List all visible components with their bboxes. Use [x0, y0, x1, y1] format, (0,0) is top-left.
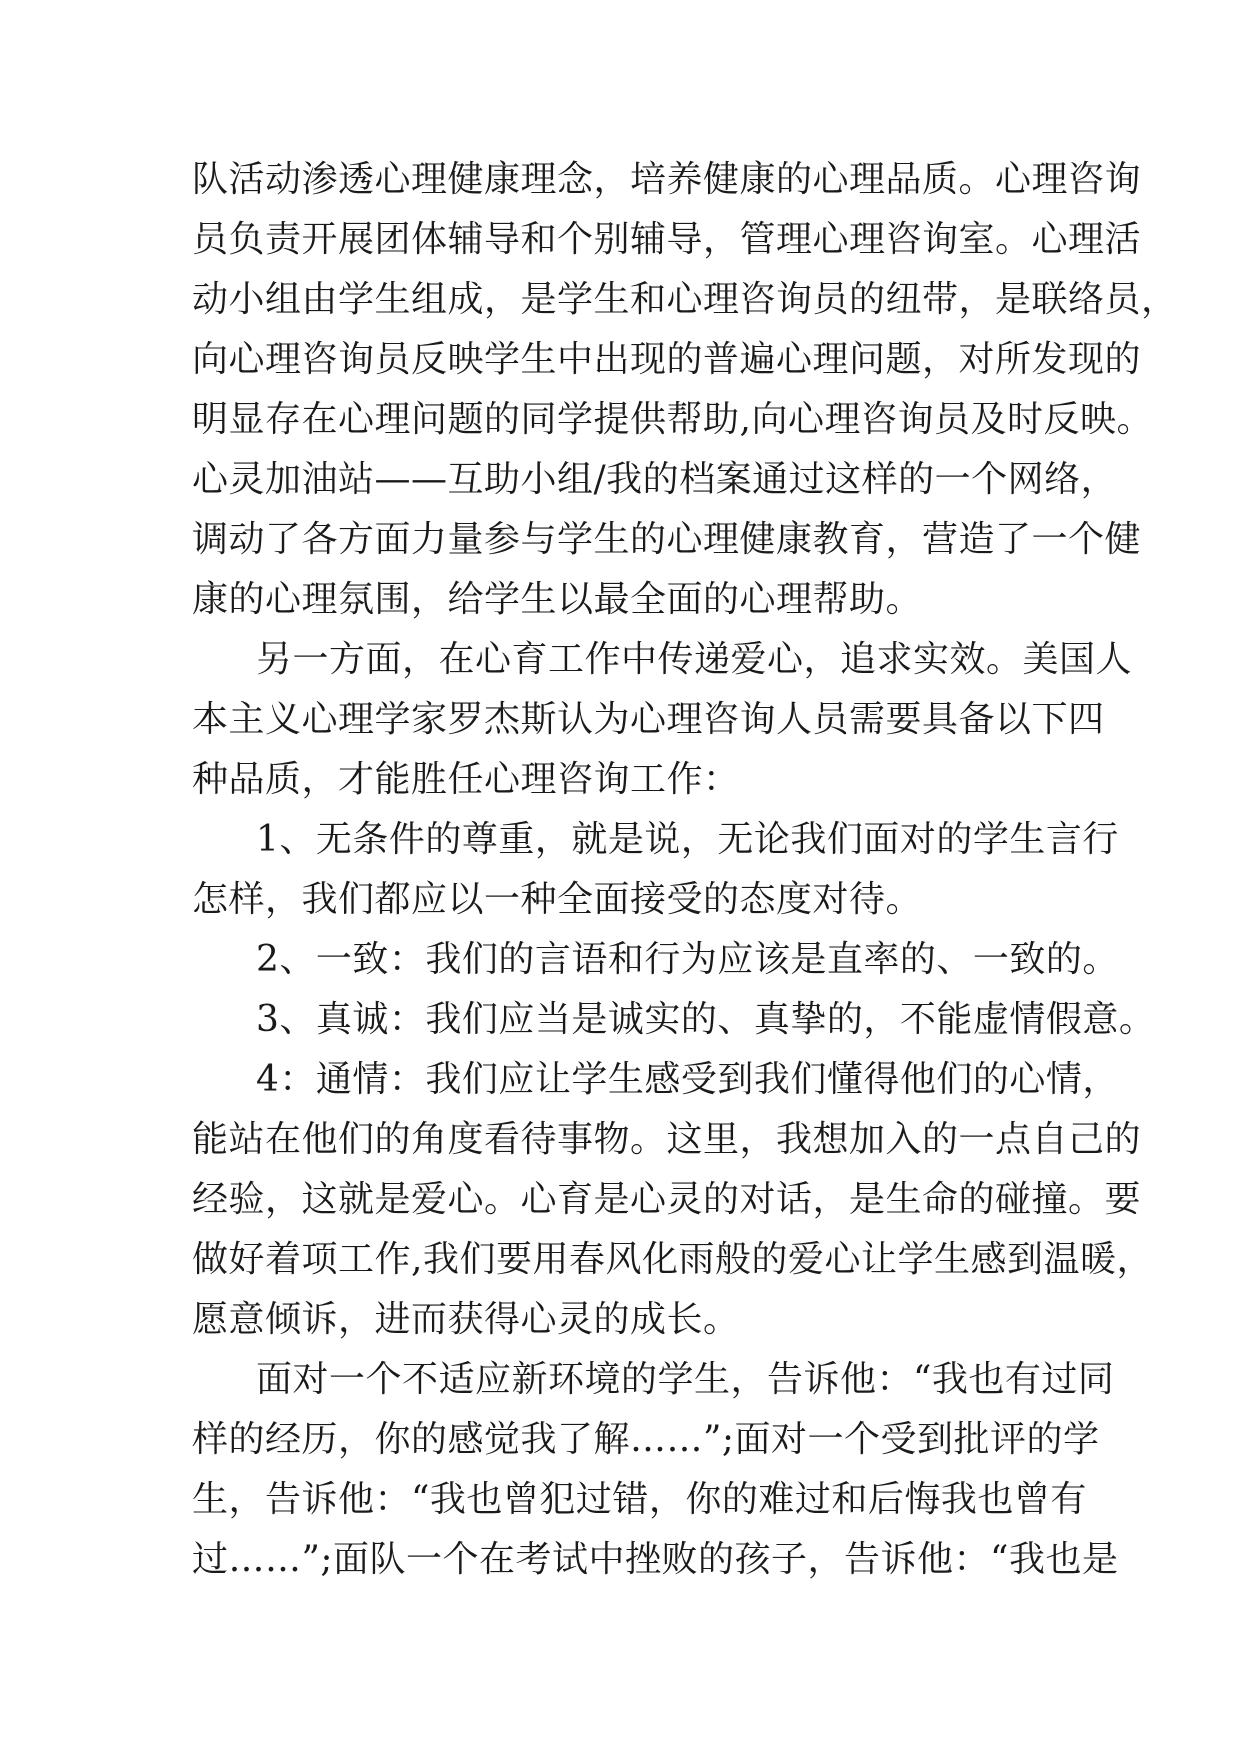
text-line: 做好着项工作,我们要用春风化雨般的爱心让学生感到温暖，	[192, 1239, 1153, 1280]
text-line: 样的经历，你的感觉我了解……”;面对一个受到批评的学	[192, 1419, 1100, 1460]
text-line: 种品质，才能胜任心理咨询工作：	[192, 759, 740, 800]
list-item-line: 4：通情：我们应让学生感受到我们懂得他们的心情，	[256, 1059, 1119, 1100]
text-line: 动小组由学生组成，是学生和心理咨询员的纽带，是联络员，	[192, 279, 1178, 320]
text-line: 本主义心理学家罗杰斯认为心理咨询人员需要具备以下四	[192, 699, 1105, 740]
text-line: 员负责开展团体辅导和个别辅导，管理心理咨询室。心理活	[192, 219, 1142, 260]
list-item-line: 1、无条件的尊重，就是说，无论我们面对的学生言行	[256, 819, 1119, 860]
text-line: 生，告诉他：“我也曾犯过错，你的难过和后悔我也曾有	[192, 1479, 1087, 1520]
text-line: 心灵加油站——互助小组/我的档案通过这样的一个网络，	[192, 459, 1118, 500]
body-text	[192, 150, 1178, 1590]
list-item-line: 3、真诚：我们应当是诚实的、真挚的，不能虚情假意。	[256, 999, 1156, 1040]
text-line: 经验，这就是爱心。心育是心灵的对话，是生命的碰撞。要	[192, 1179, 1142, 1220]
text-line: 明显存在心理问题的同学提供帮助,向心理咨询员及时反映。	[192, 399, 1153, 440]
text-line: 能站在他们的角度看待事物。这里，我想加入的一点自己的	[192, 1119, 1142, 1160]
text-line: 康的心理氛围，给学生以最全面的心理帮助。	[192, 579, 923, 620]
text-line: 队活动渗透心理健康理念，培养健康的心理品质。心理咨询	[192, 159, 1142, 200]
paragraph-start-line: 面对一个不适应新环境的学生，告诉他：“我也有过同	[256, 1359, 1115, 1400]
text-line: 向心理咨询员反映学生中出现的普遍心理问题，对所发现的	[192, 339, 1142, 380]
paragraph-start-line: 另一方面，在心育工作中传递爱心，追求实效。美国人	[256, 639, 1133, 680]
text-line: 过……”;面队一个在考试中挫败的孩子，告诉他：“我也是	[192, 1539, 1119, 1580]
text-line: 愿意倾诉，进而获得心灵的成长。	[192, 1299, 740, 1340]
list-item-line: 2、一致：我们的言语和行为应该是直率的、一致的。	[256, 939, 1119, 980]
text-line: 调动了各方面力量参与学生的心理健康教育，营造了一个健	[192, 519, 1142, 560]
text-line: 怎样，我们都应以一种全面接受的态度对待。	[192, 879, 923, 920]
